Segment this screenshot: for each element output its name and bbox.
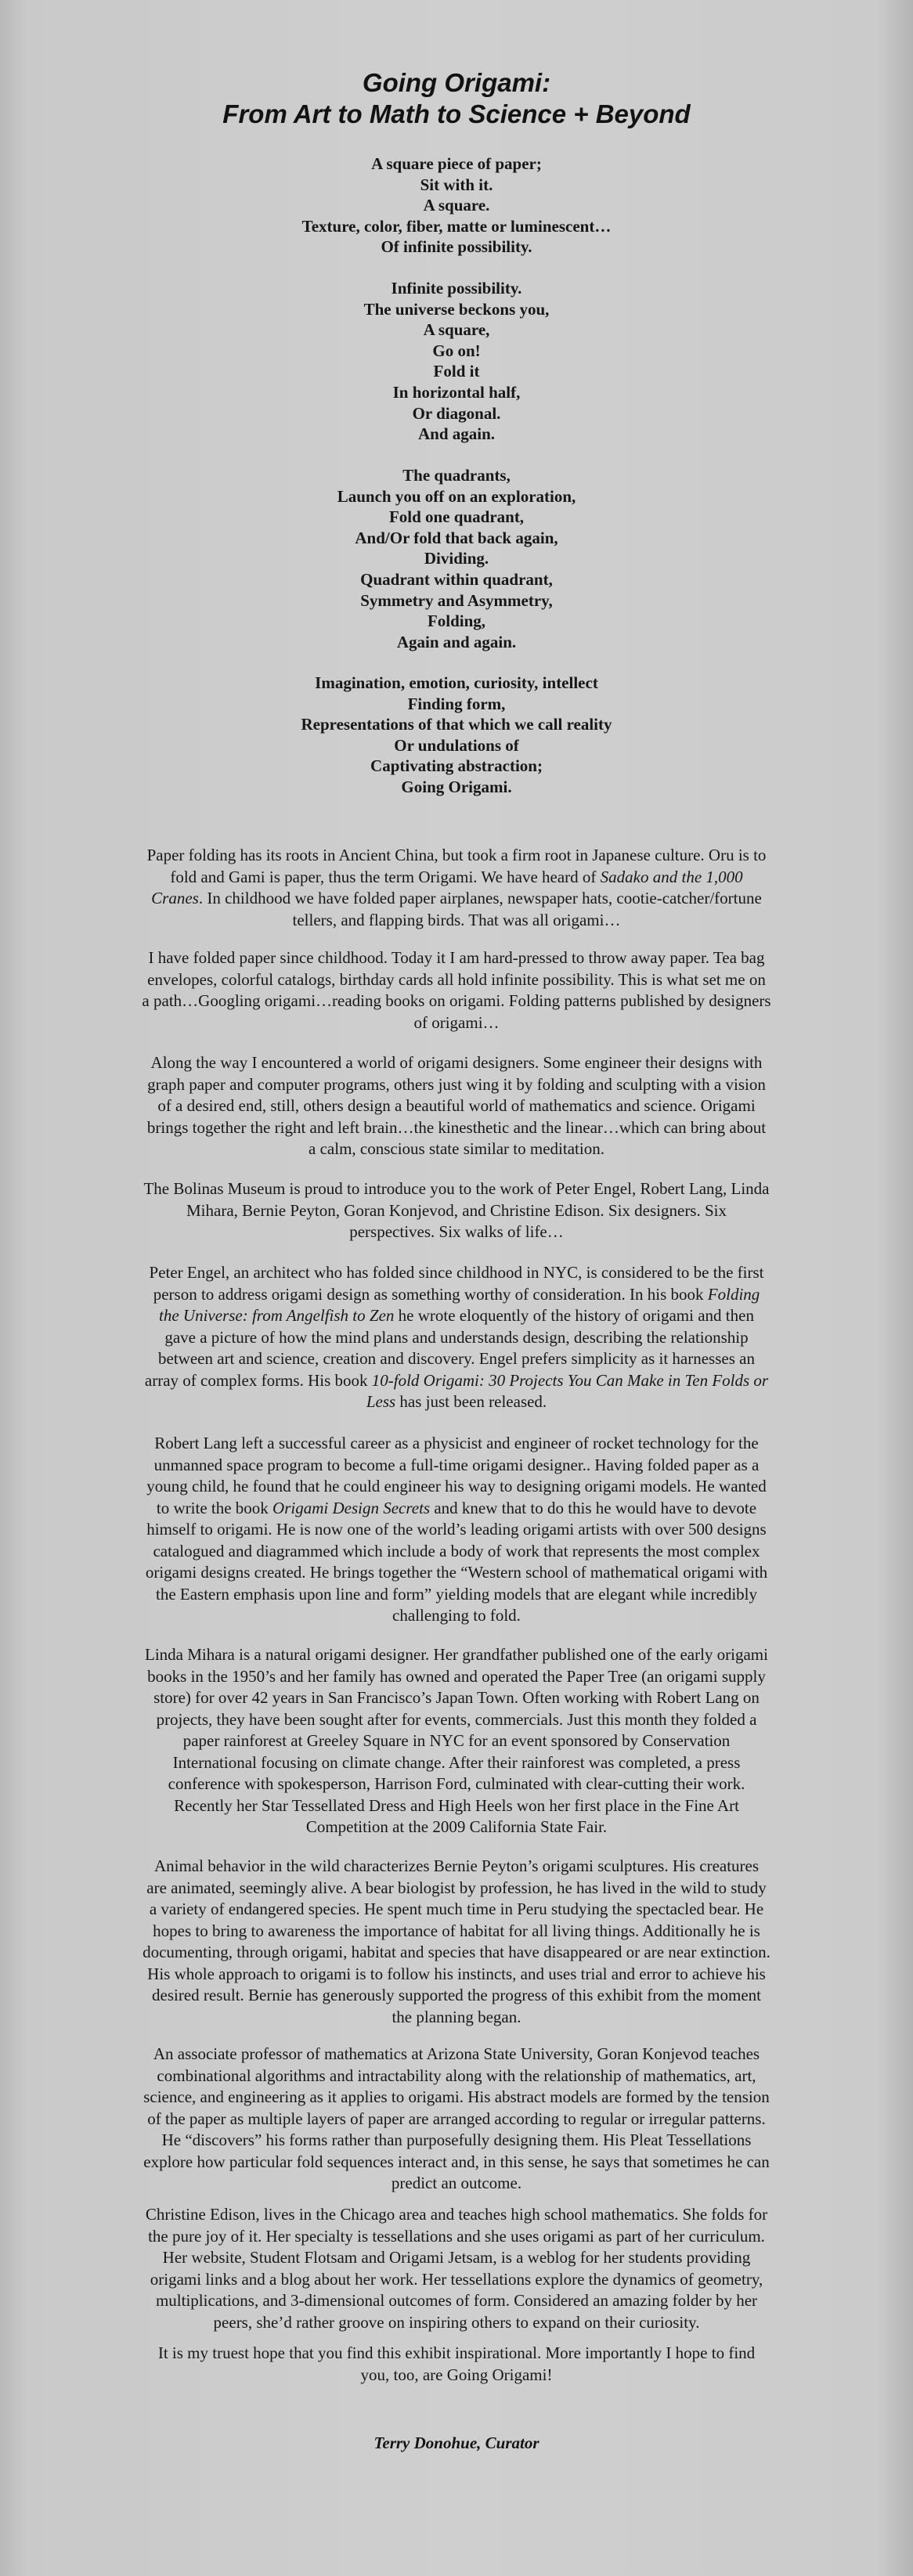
text-line: The Bolinas Museum is proud to introduce you to the work of Peter Engel, Robert Lang, Linda [143, 1179, 770, 1198]
poem-line: Imagination, emotion, curiosity, intellect [315, 673, 598, 692]
text-line: graph paper and computer programs, others just wing it by folding and sculpting with a vision [147, 1074, 766, 1094]
text-line: Competition at the 2009 California State Fair. [305, 1817, 608, 1836]
poem-line: Quadrant within quadrant, [360, 569, 553, 589]
text-line: books in the 1950’s and her family has owned and operated the Paper Tree (an origami supply [147, 1666, 766, 1686]
text-line: Animal behavior in the wild characterizes Bernie Peyton’s origami sculptures. His creatures [153, 1856, 760, 1875]
poem-line: A square. [423, 196, 490, 215]
text-line: He “discovers” his forms rather than purposefully designing them. His Pleat Tessellations [161, 2130, 752, 2149]
text-span: and knew that to do this he would have to devote [430, 1498, 757, 1517]
paragraph-museum-intro [86, 1178, 827, 1243]
text-line: the planning began. [392, 2007, 521, 2026]
paragraph-bernie-peyton [86, 1856, 827, 2028]
text-line: Robert Lang left a successful career as a physicist and engineer of rocket technology for the [154, 1434, 759, 1452]
paragraph-goran-konjevod [86, 2044, 827, 2195]
text-line: envelopes, colorful catalogs, birthday cards all hold infinite possibility. This is what set me on [147, 969, 766, 989]
text-line: Paper folding has its roots in Ancient China, but took a firm root in Japanese culture. Oru is to [146, 846, 767, 864]
poem-line: Launch you off on an exploration, [337, 486, 576, 506]
poem-line: And again. [417, 424, 496, 444]
text-line: Peter Engel, an architect who has folded since childhood in NYC, is considered to be the first [149, 1263, 764, 1282]
text-line: the pure joy of it. Her specialty is tessellations and she uses origami as part of her curriculum. [148, 2226, 765, 2246]
text-line [86, 1391, 827, 1413]
poem-line: Sit with it. [420, 175, 493, 194]
text-line: young child, he found that he could engineer his way to designing origami models. He wanted [146, 1477, 767, 1495]
poem-line: Captivating abstraction; [370, 756, 543, 776]
text-line: An associate professor of mathematics at Arizona State University, Goran Konjevod teaches [153, 2044, 760, 2063]
poem-line: Fold it [433, 362, 480, 381]
text-line: His whole approach to origami is to follow his instincts, and uses trial and error to achieve his [147, 1964, 766, 1983]
text-span: person to address origami design as something worthy of consideration. In his book [153, 1284, 708, 1304]
book-title: Origami Design Secrets [272, 1498, 431, 1517]
curator-signature: Terry Donohue, Curator [374, 2433, 540, 2452]
poem-line: A square piece of paper; [371, 154, 542, 173]
text-line: Mihara, Bernie Peyton, Goran Konjevod, and Christine Edison. Six designers. Six [186, 1200, 727, 1220]
paragraph-christine-edison [86, 2204, 827, 2333]
text-line: unmanned space program to become a full-time origami designer.. Having folded paper as a [153, 1455, 760, 1474]
text-line: Christine Edison, lives in the Chicago area and teaches high school mathematics. She folds for [145, 2205, 768, 2224]
text-line: multiplications, and 3-dimensional outcomes of form. Considered an amazing folder by her [155, 2291, 758, 2310]
poem-stanza-3 [0, 465, 913, 652]
text-line: are animated, seemingly alive. A bear biologist by profession, he has lived in the wild to study [146, 1878, 767, 1897]
text-line: a calm, conscious state similar to meditation. [309, 1139, 604, 1158]
text-line: Along the way I encountered a world of origami designers. Some engineer their designs with [150, 1053, 763, 1072]
text-line: explore how particular fold sequences interact and, in this sense, he says that sometimes he can [143, 2152, 770, 2171]
poem-line: In horizontal half, [392, 382, 521, 402]
text-line: peers, she’d rather groove on inspiring others to expand on their curiosity. [213, 2312, 700, 2332]
poem-line: The quadrants, [402, 466, 511, 485]
text-line [86, 1498, 827, 1520]
poem-line: And/Or fold that back again, [355, 528, 558, 547]
text-line: a variety of endangered species. He spent much time in Peru studying the spectacled bear. He [149, 1900, 764, 1918]
poem-line: Finding form, [407, 694, 506, 713]
text-line [86, 888, 827, 910]
book-title: Folding [707, 1284, 760, 1304]
text-line: himself to origami. He is now one of the world’s leading origami artists with over 500 designs [146, 1520, 767, 1539]
poem-line: Of infinite possibility. [381, 237, 532, 257]
poem-line: Representations of that which we call reality [301, 715, 612, 734]
text-span: to write the book [156, 1498, 273, 1517]
poem-stanza-2 [0, 278, 913, 445]
text-line: International focusing on climate change. After their rainforest was completed, a press [172, 1752, 741, 1772]
text-line: perspectives. Six walks of life… [349, 1222, 564, 1241]
book-title: the Universe: from Angelfish to Zen [159, 1306, 395, 1325]
paragraph-peter-engel [86, 1262, 827, 1413]
book-title: Sadako and the 1,000 [600, 867, 743, 886]
text-line: Recently her Star Tessellated Dress and High Heels won her first place in the Fine Art [174, 1795, 739, 1815]
text-span: has just been released. [395, 1392, 547, 1411]
text-line: of a desired end, still, others design a beautiful world of mathematics and science. Origami [157, 1096, 756, 1115]
text-line: gave a picture of how the mind plans and understands design, describing the relationship [164, 1327, 749, 1347]
poem-line: The universe beckons you, [363, 299, 550, 319]
poem-line: Or undulations of [394, 735, 519, 755]
text-span: array of complex forms. His book [144, 1370, 372, 1390]
text-span: . In childhood we have folded paper airplanes, newspaper hats, cootie-catcher/fortune [198, 889, 762, 907]
text-line: science, and engineering as it applies to origami. His abstract models are formed by the tension [143, 2087, 770, 2106]
paragraph-designers [86, 1052, 827, 1160]
poem-line: Going Origami. [401, 777, 512, 796]
poem-line: Fold one quadrant, [388, 507, 525, 527]
text-line: conference with spokesperson, Harrison Ford, culminated with clear-cutting their work. [168, 1774, 745, 1793]
text-line [86, 1284, 827, 1306]
text-line: It is my truest hope that you find this exhibit inspirational. More importantly I hope to find [157, 2343, 756, 2362]
text-line: projects, they have been sought after for events, commercials. Just this month they folded a [156, 1709, 757, 1729]
book-title: 10-fold Origami: 30 Projects You Can Make in Ten Folds or [371, 1370, 769, 1390]
book-title: Cranes [151, 889, 199, 907]
text-line: Linda Mihara is a natural origami designer. Her grandfather published one of the early origami [145, 1645, 768, 1664]
book-title: Less [366, 1392, 396, 1411]
text-line [86, 1305, 827, 1327]
poem-line: Texture, color, fiber, matte or luminescent… [301, 216, 612, 236]
text-line: desired result. Bernie has generously supported the progress of this exhibit from the moment [152, 1986, 761, 2004]
text-line: hopes to bring to awareness the importance of habitat for all living things. Additionally he is [153, 1921, 760, 1940]
paragraph-linda-mihara [86, 1644, 827, 1838]
text-span: he wrote eloquently of the history of origami and then [394, 1306, 754, 1325]
text-line: origami designs created. He brings together the “Western school of mathematical origami with [145, 1563, 768, 1582]
paragraph-origins [86, 845, 827, 931]
text-line: Her website, Student Flotsam and Origami Jetsam, is a weblog for her students providing [162, 2248, 751, 2267]
text-line: the Eastern emphasis upon line and form” yielding models that are elegant while incredibly [155, 1584, 758, 1604]
text-line: of the paper as multiple layers of paper are arranged according to regular or irregular patterns. [147, 2109, 766, 2128]
title-line-1: Going Origami: [362, 68, 551, 97]
paragraph-closing [86, 2343, 827, 2386]
poem-line: Or diagonal. [412, 403, 501, 423]
poem-line: Symmetry and Asymmetry, [360, 590, 553, 610]
text-line: tellers, and flapping birds. That was all origami… [292, 910, 621, 929]
text-span: fold and Gami is paper, thus the term Origami. We have heard of [170, 867, 601, 886]
text-line: catalogued and diagrammed which include a body of work that represents the most complex [153, 1541, 760, 1560]
poem-line: Again and again. [396, 632, 517, 651]
text-line: predict an outcome. [391, 2174, 522, 2192]
poem-line: A square, [423, 320, 490, 340]
text-line: combinational algorithms and intractability along with the relationship of mathematics, art, [157, 2065, 756, 2085]
poem-line: Folding, [427, 612, 486, 631]
text-line: documenting, through origami, habitat and species that have disappeared or are near extinction. [143, 1943, 770, 1961]
poem-line: Infinite possibility. [391, 279, 522, 298]
text-line: brings together the right and left brain…the kinesthetic and the linear…which can bring about [146, 1117, 767, 1137]
text-line: you, too, are Going Origami! [360, 2365, 553, 2384]
poem-stanza-4 [0, 673, 913, 798]
page-title [0, 67, 913, 130]
title-line-2: From Art to Math to Science + Beyond [222, 99, 691, 128]
poem-stanza-1 [0, 153, 913, 258]
paragraph-robert-lang [86, 1433, 827, 1627]
text-line: a path…Googling origami…reading books on origami. Folding patterns published by designers [142, 991, 771, 1010]
text-line: challenging to fold. [392, 1606, 521, 1625]
poem-line: Go on! [432, 341, 481, 360]
text-line: paper rainforest at Greeley Square in NYC for an event sponsored by Conservation [182, 1731, 731, 1750]
text-line: origami links and a blog about her work. Her tessellations explore the dynamics of geometry, [150, 2269, 763, 2289]
poem-line: Dividing. [424, 549, 489, 568]
text-line: of origami… [413, 1012, 500, 1032]
text-line: I have folded paper since childhood. Today it I am hard-pressed to throw away paper. Tea bag [148, 948, 765, 967]
text-line: store) for over 42 years in San Francisco’s Japan Town. Often working with Robert Lang on [153, 1688, 760, 1707]
text-line [86, 867, 827, 889]
paragraph-childhood [86, 947, 827, 1034]
text-line [86, 1370, 827, 1392]
text-line: between art and science, creation and discovery. Engel prefers simplicity as it harnesses an [158, 1349, 755, 1368]
